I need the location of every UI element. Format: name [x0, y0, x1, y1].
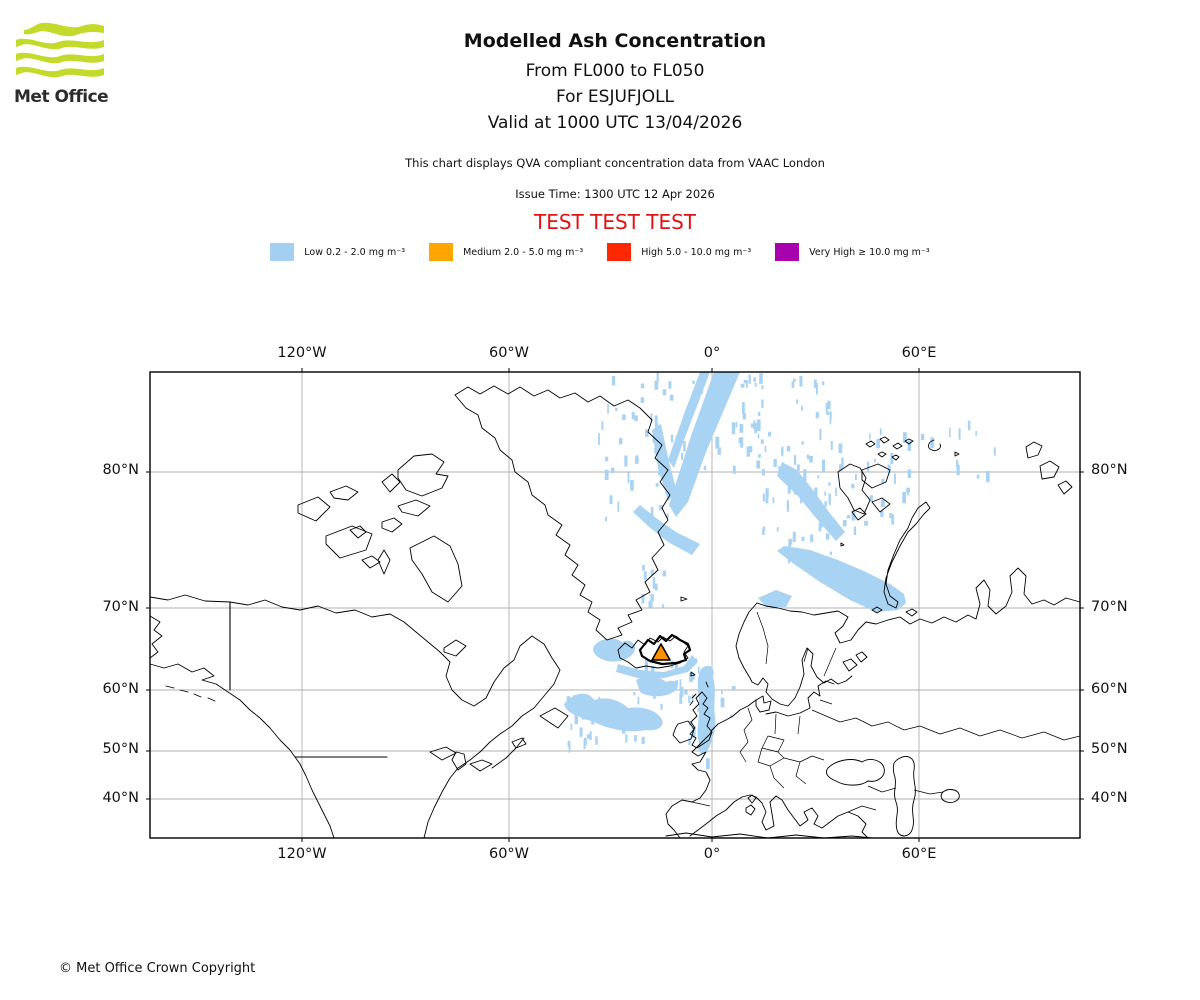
xtick-bottom-120w: 120°W — [277, 846, 327, 862]
ytick-left-60n: 60°N — [102, 681, 139, 698]
concentration-legend — [0, 243, 1200, 261]
subtitle-volcano: For ESJUFJOLL — [555, 87, 675, 107]
high-swatch — [607, 243, 631, 261]
low-swatch — [270, 243, 294, 261]
low-label: Low 0.2 - 2.0 mg m⁻³ — [304, 246, 406, 258]
ash-overlay — [564, 372, 996, 769]
subtitle-valid-time: Valid at 1000 UTC 13/04/2026 — [487, 113, 743, 133]
medium-swatch — [429, 243, 453, 261]
subtitle-flight-levels: From FL000 to FL050 — [525, 61, 705, 81]
xtick-top-60w: 60°W — [488, 345, 530, 361]
ytick-right-60n: 60°N — [1091, 681, 1128, 698]
map-frame — [150, 372, 1080, 838]
xtick-bottom-60e: 60°E — [901, 846, 937, 862]
legend-item-medium — [429, 243, 583, 261]
xtick-top-60e: 60°E — [901, 345, 937, 361]
test-banner: TEST TEST TEST — [533, 210, 696, 234]
legend-item-high — [607, 243, 751, 261]
volcano-marker-icon — [652, 644, 670, 660]
grid-lines — [150, 372, 1080, 838]
axis-tick-marks — [146, 368, 1084, 842]
country-borders — [692, 612, 1080, 812]
logo-wordmark: Met Office — [14, 87, 109, 107]
high-label: High 5.0 - 10.0 mg m⁻³ — [641, 246, 752, 258]
ytick-left-70n: 70°N — [102, 599, 139, 616]
map-canvas — [150, 372, 1080, 838]
medium-label: Medium 2.0 - 5.0 mg m⁻³ — [463, 246, 584, 258]
xtick-bottom-0: 0° — [703, 846, 721, 862]
coastlines — [150, 386, 1080, 838]
xtick-top-0: 0° — [703, 345, 721, 361]
ytick-right-40n: 40°N — [1091, 790, 1128, 807]
ytick-right-80n: 80°N — [1091, 462, 1128, 479]
map-panel — [102, 345, 1128, 862]
ytick-left-80n: 80°N — [102, 462, 139, 479]
xtick-bottom-60w: 60°W — [488, 846, 530, 862]
issue-time: Issue Time: 1300 UTC 12 Apr 2026 — [515, 187, 715, 201]
legend-item-low — [270, 243, 405, 261]
page-title: Modelled Ash Concentration — [463, 30, 767, 52]
copyright-text: © Met Office Crown Copyright — [59, 961, 256, 976]
ytick-left-50n: 50°N — [102, 741, 139, 758]
very-high-swatch — [775, 243, 799, 261]
ytick-right-70n: 70°N — [1091, 599, 1128, 616]
ytick-right-50n: 50°N — [1091, 741, 1128, 758]
xtick-top-120w: 120°W — [277, 345, 327, 361]
very-high-label: Very High ≥ 10.0 mg m⁻³ — [809, 246, 930, 258]
title-block — [30, 30, 1200, 234]
qva-note: This chart displays QVA compliant concentration data from VAAC London — [405, 156, 825, 170]
ytick-left-40n: 40°N — [102, 790, 139, 807]
legend-item-very-high — [775, 243, 930, 261]
